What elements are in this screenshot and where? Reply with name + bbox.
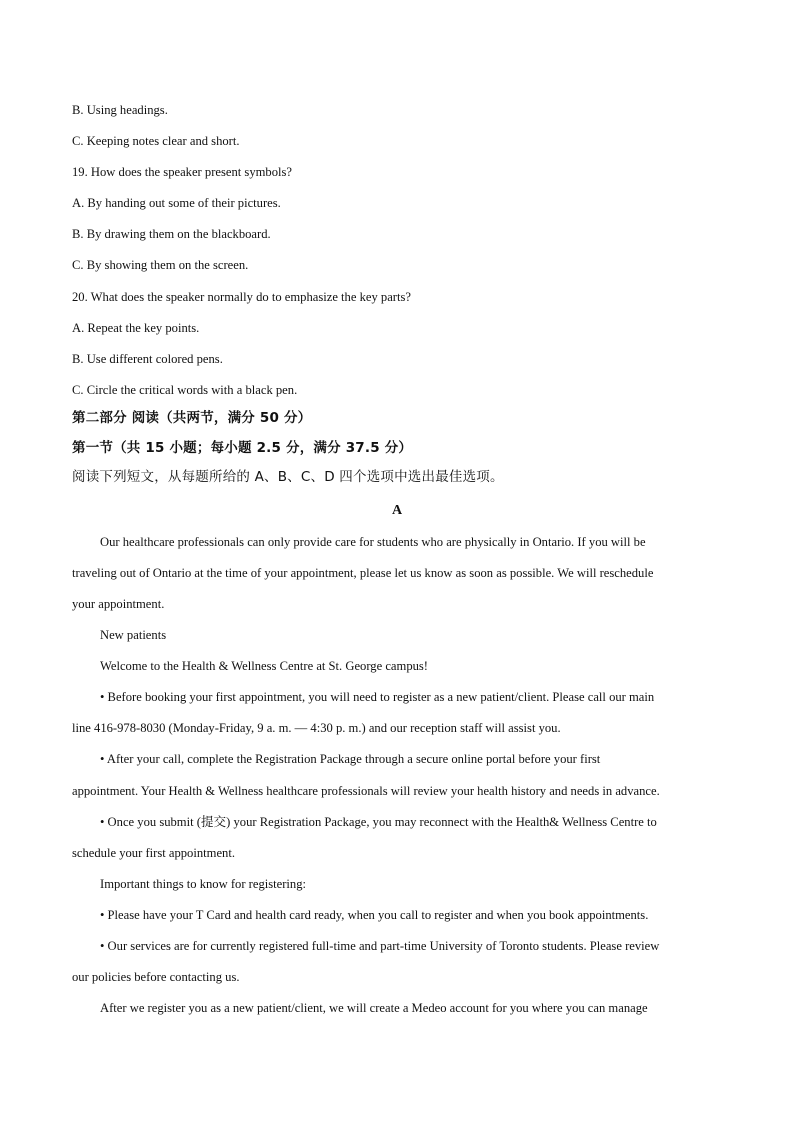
passage-line: your appointment. [72, 597, 165, 611]
passage-line: appointment. Your Health & Wellness healthcare professionals will review your health history and needs in advance. [72, 784, 660, 798]
passage-bullet: • After your call, complete the Registration Package through a secure online portal before your first [100, 752, 601, 766]
passage-line: Our healthcare professionals can only provide care for students who are physically in Ontario. If you will be [100, 535, 646, 549]
passage-line: Welcome to the Health & Wellness Centre at St. George campus! [100, 659, 429, 673]
q20-option-a: A. Repeat the key points. [72, 321, 200, 335]
passage-line: schedule your first appointment. [72, 846, 235, 860]
q18-option-c: C. Keeping notes clear and short. [72, 134, 240, 148]
reading-instruction: 阅读下列短文，从每题所给的 A、B、C、D 四个选项中选出最佳选项。 [72, 469, 504, 485]
passage-bullet: • Our services are for currently registered full-time and part-time University of Toronto students. Please review [100, 939, 660, 953]
passage-label: A [391, 503, 403, 518]
passage-bullet: • Once you submit (提交) your Registration Package, you may reconnect with the Health& Wellness Centre to [100, 815, 657, 829]
passage-subheading: New patients [100, 628, 167, 642]
passage-bullet: • Please have your T Card and health card ready, when you call to register and when you book appointments. [100, 908, 649, 922]
q18-option-b: B. Using headings. [72, 103, 168, 117]
q20-stem: 20. What does the speaker normally do to emphasize the key parts? [72, 290, 411, 304]
passage-line: our policies before contacting us. [72, 970, 240, 984]
passage-subheading: Important things to know for registering: [100, 877, 307, 891]
q20-option-b: B. Use different colored pens. [72, 352, 223, 366]
subsection-title: 第一节（共 15 小题；每小题 2.5 分，满分 37.5 分） [72, 440, 413, 456]
passage-line: After we register you as a new patient/client, we will create a Medeo account for you where you can manage [100, 1001, 648, 1015]
q19-option-b: B. By drawing them on the blackboard. [72, 227, 271, 241]
part-title: 第二部分 阅读（共两节，满分 50 分） [72, 410, 312, 426]
q19-option-a: A. By handing out some of their pictures. [72, 196, 281, 210]
passage-line: traveling out of Ontario at the time of your appointment, please let us know as soon as possible. We will reschedule [72, 566, 654, 580]
q20-option-c: C. Circle the critical words with a black pen. [72, 383, 298, 397]
passage-line: line 416-978-8030 (Monday-Friday, 9 a. m. — 4:30 p. m.) and our reception staff will assist you. [72, 721, 561, 735]
q19-option-c: C. By showing them on the screen. [72, 258, 249, 272]
q19-stem: 19. How does the speaker present symbols? [72, 165, 292, 179]
passage-bullet: • Before booking your first appointment, you will need to register as a new patient/client. Please call our main [100, 690, 655, 704]
